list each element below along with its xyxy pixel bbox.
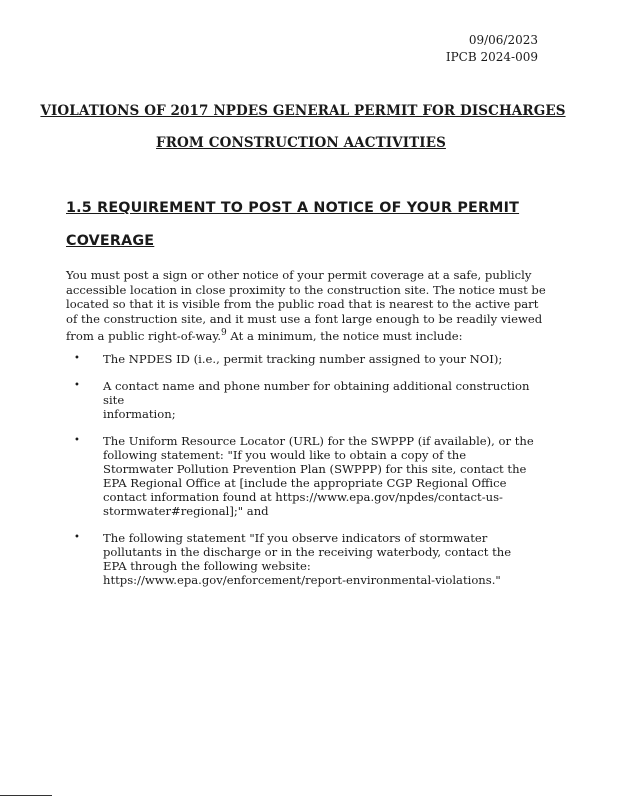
footnote-divider — [0, 795, 52, 796]
intro-text: You must post a sign or other notice of your permit coverage at a safe, publicly accessible location in close proximity to the construction site. The notice must be located so that it is visible from the public road that is nearest to the active part of the construction site, and it must use a font large enough to be readily viewed from a public right-of-way. — [66, 268, 546, 344]
document-date: 09/06/2023 — [468, 33, 538, 47]
list-item-text: The Uniform Resource Locator (URL) for the SWPPP (if available), or the following statement: "If you would like to obtain a copy of the Stormwater Pollution Prevention Plan (SWPPP) for this site, contact the EPA Regional Office at [include the appropriate CGP Regional Office contact information found at https://www.epa.gov/npdes/contact-us-stormwater#regional];" and — [103, 434, 534, 518]
list-item — [74, 531, 536, 587]
document-header — [446, 32, 538, 66]
bullet-marker: • — [74, 532, 80, 543]
list-item-text: The following statement "If you observe indicators of stormwater pollutants in the discharge or in the receiving waterbody, contact the EPA through the following website: https://www.epa.gov/enforcement/report-environmental-violations." — [103, 531, 512, 587]
list-item-text: The NPDES ID (i.e., permit tracking number assigned to your NOI); — [103, 352, 503, 366]
requirement-list — [74, 352, 536, 587]
intro-paragraph — [66, 268, 550, 344]
bullet-marker: • — [74, 380, 80, 391]
document-title-line2: FROM CONSTRUCTION AACTIVITIES — [156, 135, 446, 151]
list-item — [74, 379, 536, 421]
section-heading-line1: 1.5 REQUIREMENT TO POST A NOTICE OF YOUR PERMIT — [66, 200, 520, 216]
bullet-marker: • — [74, 353, 80, 364]
intro-text-continued: At a minimum, the notice must include: — [226, 329, 463, 344]
list-item — [74, 352, 536, 366]
footnote-reference: 9 — [221, 328, 227, 339]
section-heading-line2: COVERAGE — [66, 233, 155, 249]
list-item-text-line1: A contact name and phone number for obtaining additional construction site — [103, 379, 530, 407]
list-item — [74, 434, 536, 518]
bullet-marker: • — [74, 435, 80, 446]
docket-number: IPCB 2024-009 — [445, 50, 538, 64]
list-item-text-line2: information; — [103, 407, 176, 421]
document-title-line1: VIOLATIONS OF 2017 NPDES GENERAL PERMIT FOR DISCHARGES — [40, 103, 566, 119]
section-heading — [66, 192, 556, 258]
